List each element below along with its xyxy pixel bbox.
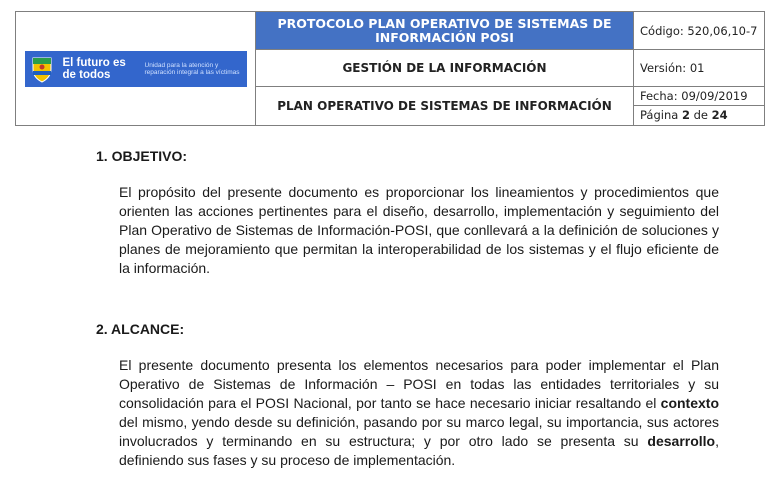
alcance-text-part-1: El presente documento presenta los elementos necesarios para poder implementar el Plan Operativo de Sistemas de Información – POSI en todas las entidades territoriales y su consolidación para el POSI Nacional, por tanto se hace necesario iniciar resaltando el xyxy=(119,357,719,411)
section-objetivo-text: El propósito del presente documento es proporcionar los lineamientos y procedimientos que orienten las acciones pertinentes para el diseño, desarrollo, implementación y seguimiento del Plan Operativo de Sistemas de Información-POSI, que conllevará a la definición de soluciones y planes de mejoramiento que permitan la interoperabilidad de los sistemas y el flujo eficiente de la información. xyxy=(119,184,719,276)
alcance-text-part-3: , definiendo sus fases y su proceso de implementación. xyxy=(119,433,719,468)
brand-text: El futuro es de todos xyxy=(62,56,126,81)
page-label: Página xyxy=(640,108,679,122)
document-date: Fecha: 09/09/2019 xyxy=(634,87,764,106)
alcance-bold-contexto: contexto xyxy=(660,395,719,411)
page-total: 24 xyxy=(711,108,728,122)
document-code: Código: 520,06,10-7 xyxy=(634,12,765,50)
alcance-bold-desarrollo: desarrollo xyxy=(647,433,716,449)
section-alcance-title: 2. ALCANCE: xyxy=(96,321,185,337)
section-alcance-text xyxy=(119,356,719,470)
page-of: de xyxy=(693,108,708,122)
document-version: Versión: 01 xyxy=(634,50,765,87)
page-current: 2 xyxy=(681,108,690,122)
alcance-text-part-2: del mismo, yendo desde su definición, pasando por su marco legal, su importancia, sus actores involucrados y terminando en su estructura; y por otro lado se presenta su xyxy=(119,414,719,449)
document-name: PLAN OPERATIVO DE SISTEMAS DE INFORMACIÓN xyxy=(256,87,634,126)
tagline-text: Unidad para la atención y reparación integral a las víctimas xyxy=(144,61,240,76)
protocol-title: PROTOCOLO PLAN OPERATIVO DE SISTEMAS DE INFORMACIÓN POSI xyxy=(256,12,634,50)
process-title: GESTIÓN DE LA INFORMACIÓN xyxy=(256,50,634,87)
section-objetivo-title: 1. OBJETIVO: xyxy=(96,148,188,164)
